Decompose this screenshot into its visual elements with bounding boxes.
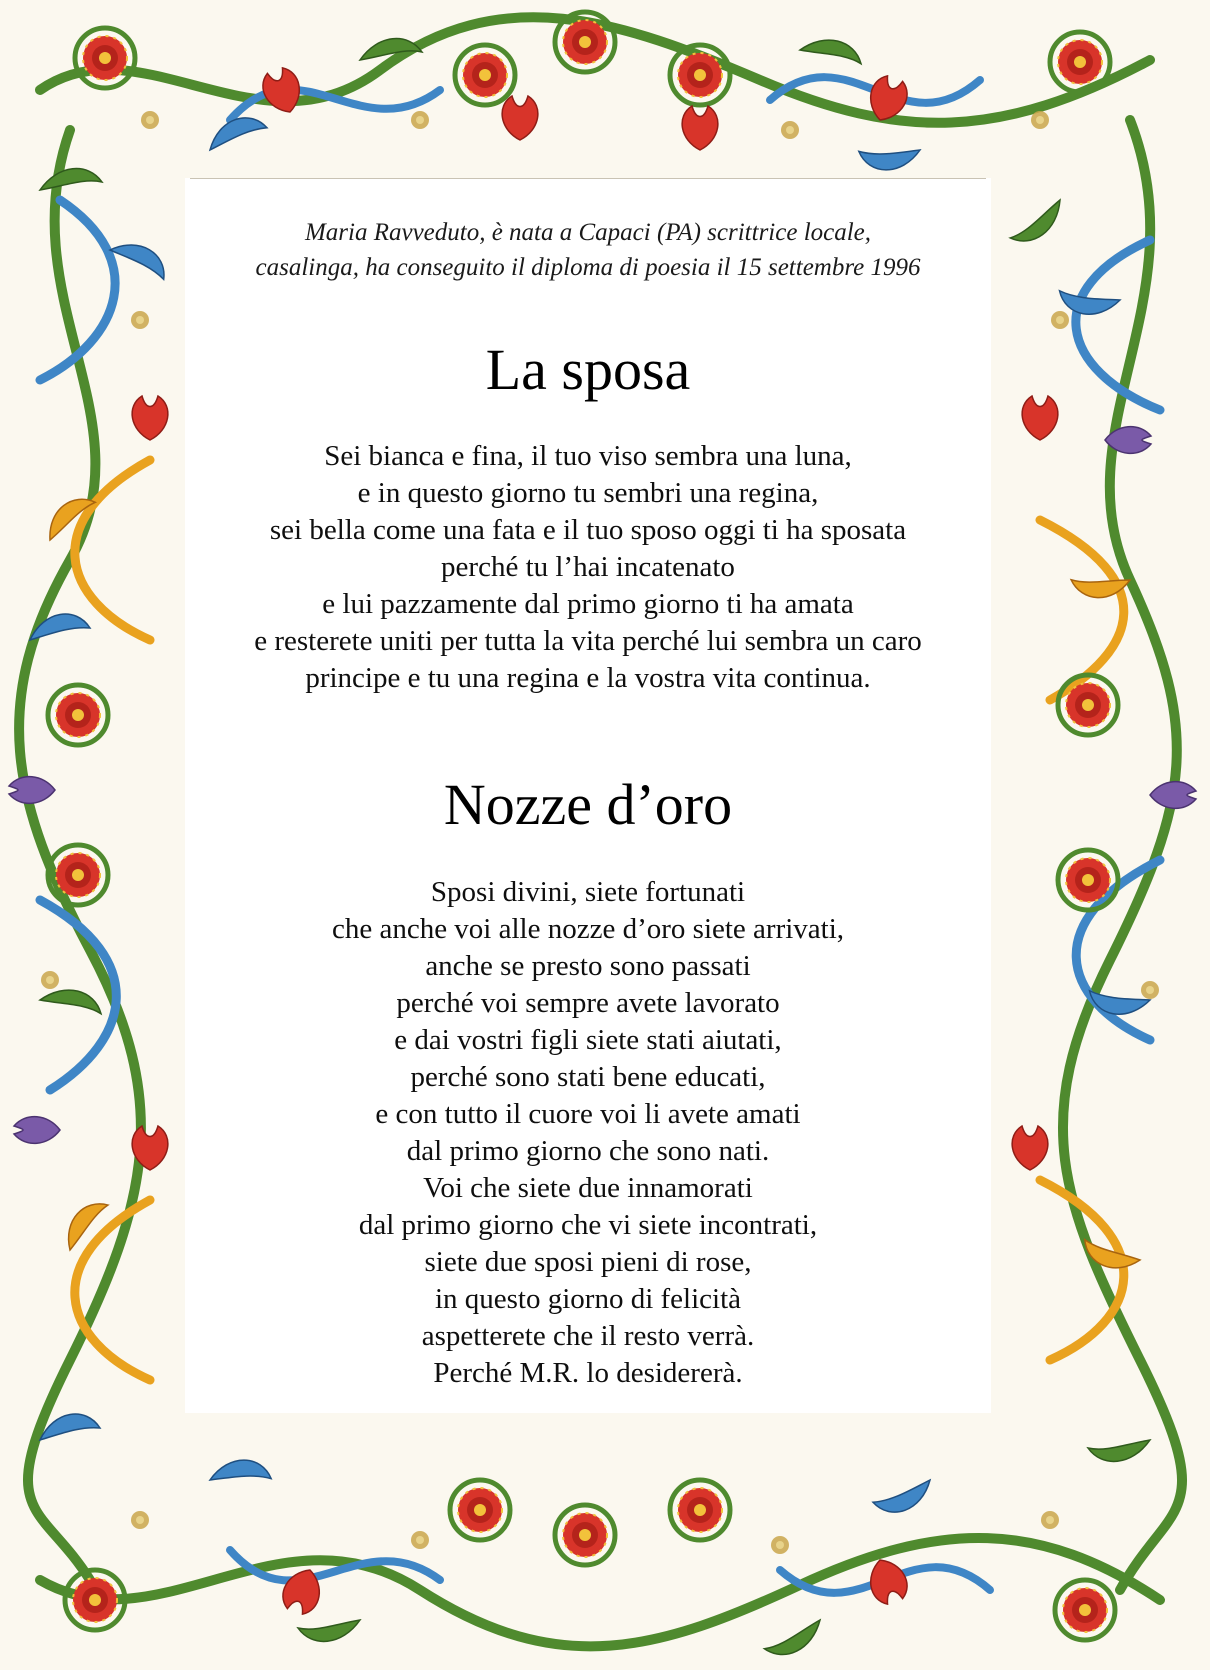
poem-line: perché tu l’hai incatenato bbox=[441, 551, 735, 583]
poem-line: perché sono stati bene educati, bbox=[410, 1061, 766, 1093]
poem-line: Sposi divini, siete fortunati bbox=[430, 876, 746, 908]
poem-line: sei bella come una fata e il tuo sposo oggi ti ha sposata bbox=[269, 514, 907, 546]
poem-title-nozze-doro: Nozze d’oro bbox=[443, 772, 733, 837]
poem-line: anche se presto sono passati bbox=[425, 950, 751, 982]
intro-line-2: casalinga, ha conseguito il diploma di poesia il 15 settembre 1996 bbox=[255, 254, 921, 281]
poem-nozze-doro bbox=[185, 874, 991, 1392]
top-rule bbox=[190, 178, 986, 179]
poem-line: Sei bianca e fina, il tuo viso sembra una luna, bbox=[324, 440, 852, 472]
poem-line: che anche voi alle nozze d’oro siete arrivati, bbox=[331, 913, 845, 945]
poem-line: e dai vostri figli siete stati aiutati, bbox=[394, 1024, 782, 1056]
poem-line: e in questo giorno tu sembri una regina, bbox=[357, 477, 819, 509]
poem-line: dal primo giorno che vi siete incontrati, bbox=[358, 1209, 818, 1241]
author-intro bbox=[185, 215, 991, 285]
intro-line-1: Maria Ravveduto, è nata a Capaci (PA) scrittrice locale, bbox=[304, 219, 872, 246]
poem-line: e con tutto il cuore voi li avete amati bbox=[375, 1098, 801, 1130]
poem-line: dal primo giorno che sono nati. bbox=[406, 1135, 770, 1167]
poem-line: e resterete uniti per tutta la vita perché lui sembra un caro bbox=[254, 625, 922, 657]
poem-line: perché voi sempre avete lavorato bbox=[396, 987, 780, 1019]
poem-line: aspetterete che il resto verrà. bbox=[421, 1320, 755, 1352]
poem-title-la-sposa: La sposa bbox=[485, 337, 691, 402]
poem-line: in questo giorno di felicità bbox=[434, 1283, 742, 1315]
poem-line: Voi che siete due innamorati bbox=[423, 1172, 753, 1204]
poem-line: siete due sposi pieni di rose, bbox=[424, 1246, 752, 1278]
poem-line: principe e tu una regina e la vostra vita continua. bbox=[305, 662, 871, 694]
poem-la-sposa bbox=[185, 438, 991, 697]
poem-line: Perché M.R. lo desidererà. bbox=[433, 1357, 743, 1389]
poem-line: e lui pazzamente dal primo giorno ti ha amata bbox=[322, 588, 854, 620]
